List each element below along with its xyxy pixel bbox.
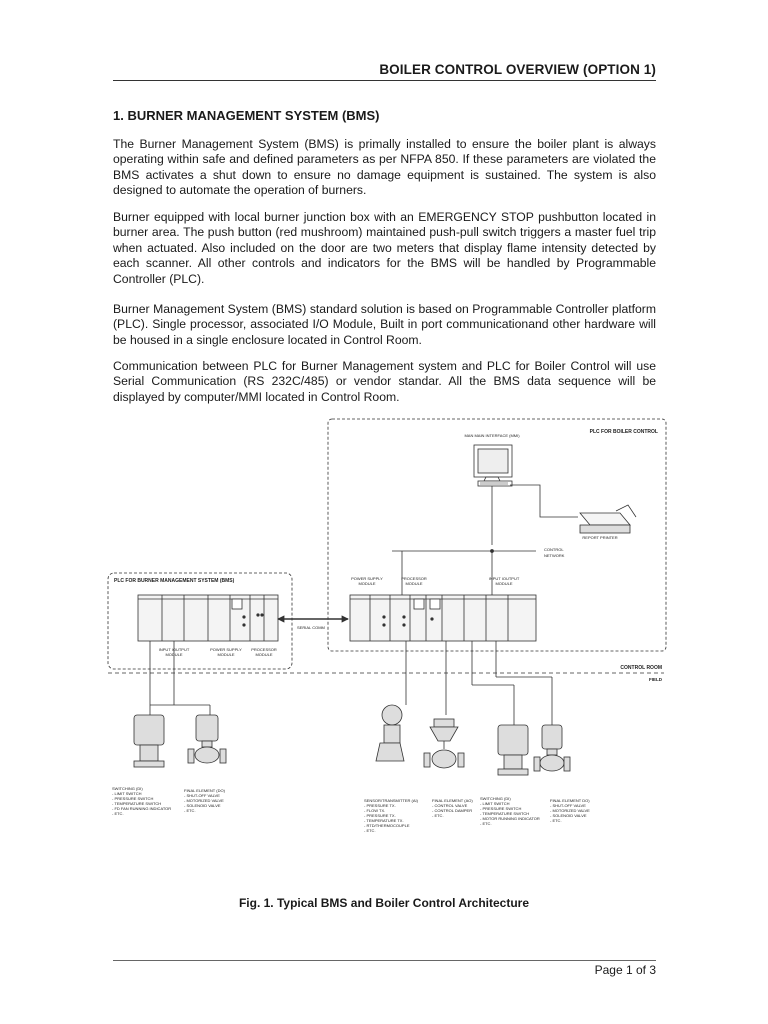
printer-icon [580, 505, 636, 540]
architecture-diagram [100, 415, 668, 855]
section-title: 1. BURNER MANAGEMENT SYSTEM (BMS) [113, 108, 380, 123]
proc-top-label-2: MODULE [405, 581, 423, 586]
ps-bottom-label-1: POWER SUPPLY [210, 647, 242, 652]
list-item: - TEMPERATURE TX. [364, 818, 404, 823]
shutoff-valve-device-icon [188, 715, 226, 763]
list-item: - LIMIT SWITCH [480, 801, 510, 806]
list-item: - ETC. [432, 813, 444, 818]
bms-plc-rack [138, 595, 278, 641]
list-item: - ETC. [364, 828, 376, 833]
list-item: - FD FAN RUNNING INDICATOR [112, 806, 172, 811]
list-item: - MOTORIZED VALVE [550, 808, 590, 813]
limit-switch-device-icon [134, 715, 164, 767]
list-item: - PRESSURE TX. [364, 813, 396, 818]
footer-rule [113, 960, 656, 961]
list-bms-switching [112, 786, 171, 816]
field-label: FIELD [649, 677, 662, 682]
list-boiler-switching [480, 796, 540, 826]
boiler-plc-rack [350, 595, 536, 641]
paragraph-4: Communication between PLC for Burner Management system and PLC for Boiler Control will use Serial Communication (RS 232C/485) or vendor standar. All the BMS data sequence will be displayed by computer/MMI located in Control Room. [113, 359, 656, 404]
list-item: SWITCHING (DI) [480, 796, 511, 801]
list-item: - SHUT-OFF VALVE [184, 793, 220, 798]
list-item: - ETC. [550, 818, 562, 823]
list-final-element-ao [432, 798, 473, 818]
list-item: FINAL ELEMENT DO) [550, 798, 590, 803]
proc-top-label-1: PROCESSOR [401, 576, 427, 581]
list-item: SENSOR/TRANSMITTER (AI) [364, 798, 419, 803]
paragraph-1: The Burner Management System (BMS) is primally installed to ensure the boiler plant is always operating within safe and defined parameters as per NFPA 850. If these parameters are violated the BMS activates a shut down to ensure no damage equipment is sustained. The system is also designed to automate the operation of burners. [113, 137, 656, 198]
list-item: SWITCHING (DI) [112, 786, 143, 791]
io-top-label-1: INPUT IOUTPUT [488, 576, 520, 581]
list-item: - SOLENOID VALVE [550, 813, 587, 818]
list-item: - MOTOR RUNNING INDICATOR [480, 816, 540, 821]
io-top-label-2: MODULE [495, 581, 513, 586]
plc-boiler-label: PLC FOR BOILER CONTROL [589, 429, 658, 435]
motorized-valve-device-icon [534, 725, 570, 771]
proc-bottom-label-2: MODULE [255, 652, 273, 657]
paragraph-2: Burner equipped with local burner junction box with an EMERGENCY STOP pushbutton located in burner area. The push button (red mushroom) maintained push-pull switch triggers a master fuel trip when actuated. Also included on the door are two meters that display flame intensity detected by each scanner. All other controls and indicators for the BMS will be handled by Programmable Controller (PLC). [113, 210, 656, 286]
list-item: - TEMPERATURE SWITCH [480, 811, 530, 816]
ps-top-label-1: POWER SUPPLY [351, 576, 383, 581]
list-item: - ETC. [112, 811, 124, 816]
list-item: - ETC. [480, 821, 492, 826]
pressure-switch-device-icon [498, 725, 528, 775]
io-bottom-label-1: INPUT IOUTPUT [158, 647, 190, 652]
list-item: - PRESSURE SWITCH [112, 796, 154, 801]
list-boiler-final-element-do [550, 798, 590, 823]
diagram-content [108, 419, 666, 833]
list-item: - CONTROL VALVE [432, 803, 468, 808]
list-item: - FLOW TX. [364, 808, 386, 813]
figure-caption: Fig. 1. Typical BMS and Boiler Control Architecture [238, 896, 530, 910]
control-valve-device-icon [424, 719, 464, 768]
network-label-2: NETWORK [544, 553, 565, 558]
list-bms-final-element [184, 788, 226, 813]
list-item: - LIMIT SWITCH [112, 791, 142, 796]
io-bottom-label-2: MODULE [165, 652, 183, 657]
page-number: Page 1 of 3 [594, 963, 656, 977]
list-item: - PRESSURE TX. [364, 803, 396, 808]
list-item: - PRESSURE SWITCH [480, 806, 522, 811]
ps-top-label-2: MODULE [358, 581, 376, 586]
list-item: FINAL ELEMENT (DO) [184, 788, 225, 793]
list-item: FINAL ELEMENT (AO) [432, 798, 473, 803]
list-item: - MOTORIZED VALVE [184, 798, 224, 803]
mmi-computer-icon [464, 433, 520, 486]
page-header-title: BOILER CONTROL OVERVIEW (OPTION 1) [379, 62, 656, 77]
header-rule [113, 80, 656, 81]
transmitter-device-icon [376, 705, 404, 761]
serial-comm-label: SERIAL COMM [297, 625, 325, 630]
network-label-1: CONTROL [544, 547, 564, 552]
list-item: - CONTROL DAMPER [432, 808, 473, 813]
list-item: - SHUT-OFF VALVE [550, 803, 586, 808]
list-item: - ETC. [184, 808, 196, 813]
ps-bottom-label-2: MODULE [217, 652, 235, 657]
plc-bms-label: PLC FOR BURNER MANAGEMENT SYSTEM (BMS) [114, 578, 235, 584]
paragraph-3: Burner Management System (BMS) standard solution is based on Programmable Controller platform (PLC). Single processor, associated I/O Module, Built in port communicationand other hardware will be housed in a single enclosure located in Control Room. [113, 302, 656, 347]
list-item: - SOLENOID VALVE [184, 803, 221, 808]
mmi-label: MAN MAIN INTERFACE (MMI) [464, 433, 520, 438]
proc-bottom-label-1: PROCESSOR [251, 647, 277, 652]
printer-label: REPORT PRINTER [582, 535, 618, 540]
list-item: - TEMPERATURE SWITCH [112, 801, 162, 806]
list-item: - RTD/THERMOCOUPLE [364, 823, 410, 828]
list-sensor-transmitter [364, 798, 419, 833]
control-room-label: CONTROL ROOM [620, 665, 662, 671]
